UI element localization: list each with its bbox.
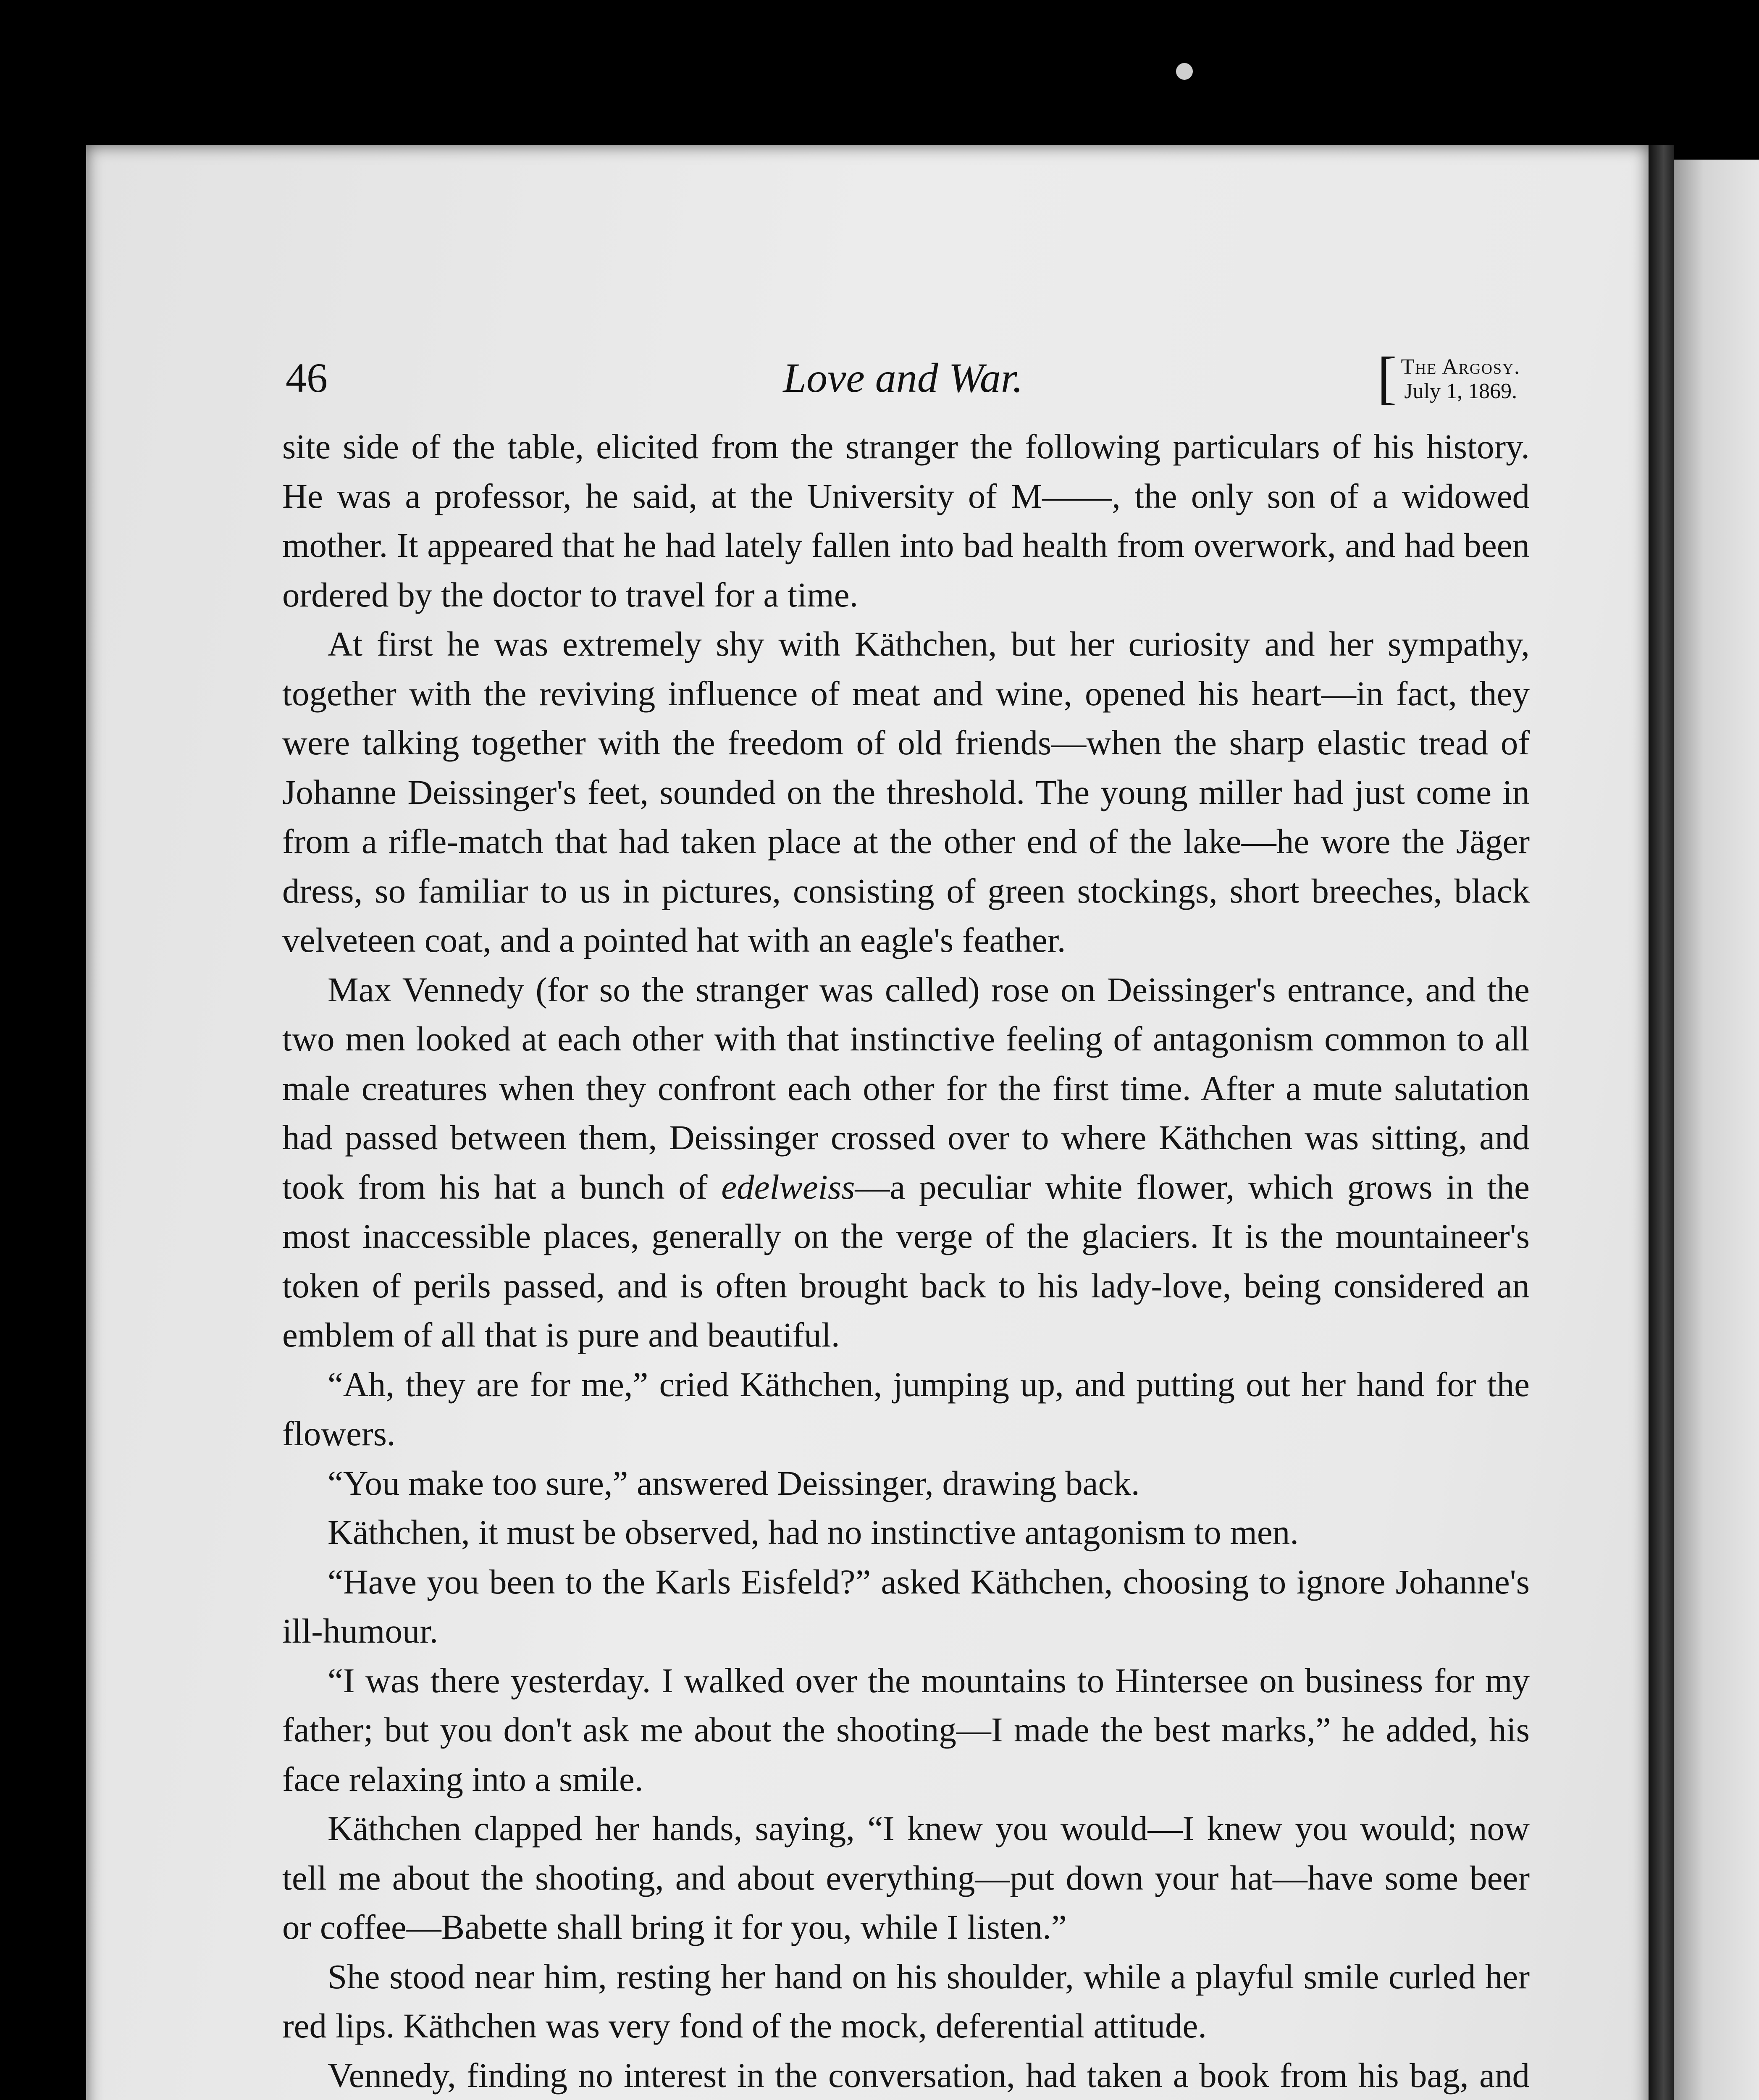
page-number: 46 [286,354,328,401]
publication-date: July 1, 1869. [1404,379,1517,403]
adjacent-page-edge [1674,160,1759,2100]
publication-lines [1401,355,1520,404]
paragraph: site side of the table, elicited from the stranger the following particulars of his history. He was a professor, he said, at the University of M——, the only son of a widowed mother. It appeared that he had lately fallen into bad health from overwork, and had been ordered by the doctor to travel for a time. [282,427,1530,614]
paragraph: “I was there yesterday. I walked over the mountains to Hintersee on business for my father; but you don't ask me about the shooting—I made the best marks,” he added, his face relaxing into a smile. [282,1661,1530,1798]
running-title: Love and War. [783,354,1023,401]
paragraph: “Have you been to the Karls Eisfeld?” asked Käthchen, choosing to ignore Johanne's ill-humour. [282,1562,1530,1650]
page-header [286,345,1520,410]
paragraph [282,965,1530,1360]
paragraph: “Ah, they are for me,” cried Käthchen, jumping up, and putting out her hand for the flowers. [282,1365,1530,1453]
paragraph-text: Max Vennedy (for so the stranger was called) rose on Deissinger's entrance, and the two men looked at each other with that instinctive feeling of antagonism common to all male creatures when they confront each other for the first time. After a mute salutation had passed between them, Deissinger crossed over to where Käthchen was sitting, and took from his hat a bunch of [282,970,1530,1206]
paragraph: Käthchen, it must be observed, had no instinctive antagonism to men. [328,1513,1299,1551]
paragraph: “You make too sure,” answered Deissinger, drawing back. [328,1463,1140,1502]
scan-speck [1176,63,1193,80]
paragraph-text: —a peculiar white flower, which grows in the most inaccessible places, generally on the verge of the glaciers. It is the mountaineer's token of perils passed, and is often brought back to his lady-love, being considered an emblem of all that is pure and beautiful. [282,1167,1530,1354]
paragraph: Käthchen clapped her hands, saying, “I knew you would—I knew you would; now tell me about the shooting, and about everything—put down your hat—have some beer or coffee—Babette shall bring it for you, while I listen.” [282,1809,1530,1946]
italic-term: edelweiss [721,1167,855,1206]
page-gutter-shadow [1649,145,1674,2100]
body-text [282,422,1530,2100]
paragraph: Vennedy, finding no interest in the conversation, had taken a book from his bag, and [328,2055,1530,2095]
publication-note [1377,345,1520,410]
paragraph: She stood near him, resting her hand on his shoulder, while a playful smile curled her red lips. Käthchen was very fond of the mock, deferential attitude. [282,1957,1530,2045]
publication-name: The Argosy. [1401,355,1520,379]
bracket-glyph: [ [1377,345,1397,410]
paragraph: At first he was extremely shy with Käthchen, but her curiosity and her sympathy, together with the reviving influence of meat and wine, opened his heart—in fact, they were talking together with the freedom of old friends—when the sharp elastic tread of Johanne Deissinger's feet, sounded on the threshold. The young miller had just come in from a rifle-match that had taken place at the other end of the lake—he wore the Jäger dress, so familiar to us in pictures, consisting of green stockings, short breeches, black velveteen coat, and a pointed hat with an eagle's feather. [282,625,1530,959]
